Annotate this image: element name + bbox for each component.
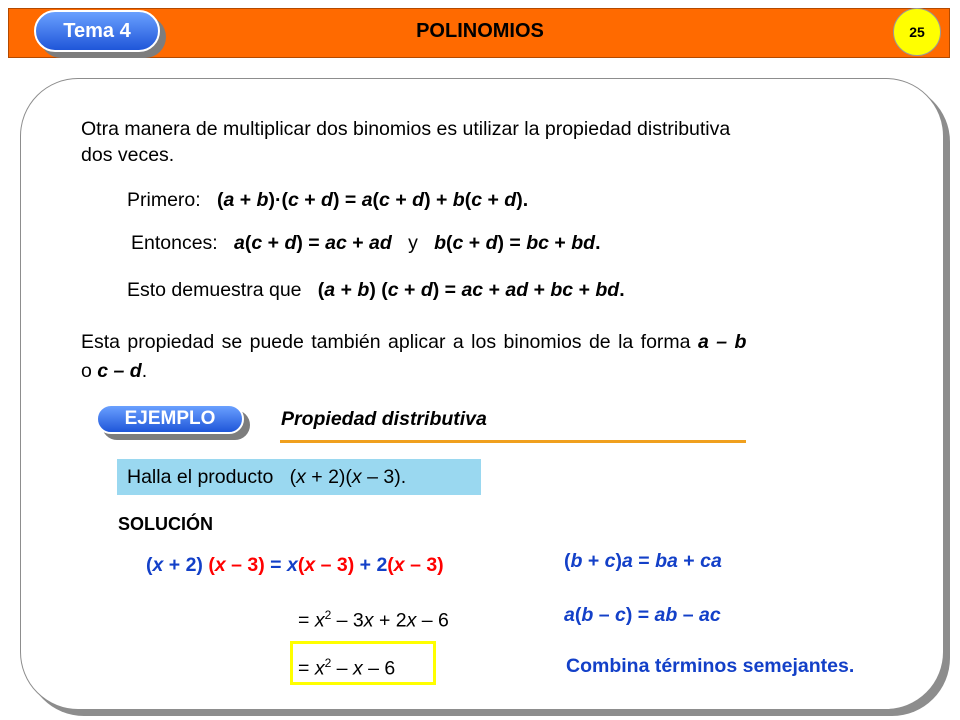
step3-formula: = $x^2$ – x – 6 bbox=[298, 656, 396, 680]
primero-label: Primero: bbox=[127, 189, 201, 211]
entonces-formula-1: a(c + d) = ac + ad bbox=[234, 232, 392, 254]
content-panel bbox=[20, 78, 944, 710]
esto-label: Esto demuestra que bbox=[127, 279, 302, 301]
ejemplo-badge: EJEMPLO bbox=[96, 404, 244, 434]
page-title: POLINOMIOS bbox=[416, 20, 544, 42]
halla-expr: (x + 2)(x – 3). bbox=[289, 466, 407, 488]
ejemplo-heading: Propiedad distributiva bbox=[281, 408, 487, 430]
esto-formula: (a + b) (c + d) = ac + ad + bc + bd. bbox=[317, 279, 625, 301]
primero-line bbox=[127, 185, 528, 215]
propiedad-line-1: Esta propiedad se puede también aplicar a los binomios de la forma a – b bbox=[81, 331, 747, 353]
intro-line-2: dos veces. bbox=[81, 144, 175, 166]
entonces-formula-2: b(c + d) = bc + bd. bbox=[434, 232, 601, 254]
solucion-label: SOLUCIÓN bbox=[118, 514, 214, 534]
entonces-line bbox=[131, 228, 600, 258]
page-number-badge: 25 bbox=[893, 8, 941, 56]
step2-formula: = $x^2 - 3x + 2x - 6$ bbox=[298, 608, 449, 632]
rule-distributive-1: (b + c)a = ba + ca bbox=[564, 550, 722, 572]
entonces-label: Entonces: bbox=[131, 232, 218, 254]
halla-text: Halla el producto bbox=[127, 466, 274, 488]
esto-line bbox=[127, 275, 625, 305]
rule-combine-terms: Combina términos semejantes. bbox=[566, 655, 855, 677]
rule-distributive-2: a(b – c) = ab – ac bbox=[564, 604, 721, 626]
propiedad-line-2: o c – d. bbox=[81, 360, 148, 382]
step1-formula: (x + 2) (x – 3) = x(x – 3) + 2(x – 3) bbox=[146, 554, 444, 576]
primero-formula: (a + b)·(c + d) = a(c + d) + b(c + d). bbox=[216, 189, 529, 211]
ejemplo-underline bbox=[280, 440, 746, 443]
tema-badge[interactable]: Tema 4 bbox=[34, 10, 160, 52]
entonces-y: y bbox=[408, 232, 418, 254]
halla-line bbox=[127, 462, 406, 492]
intro-line-1: Otra manera de multiplicar dos binomios es utilizar la propiedad distributiva bbox=[81, 118, 731, 140]
